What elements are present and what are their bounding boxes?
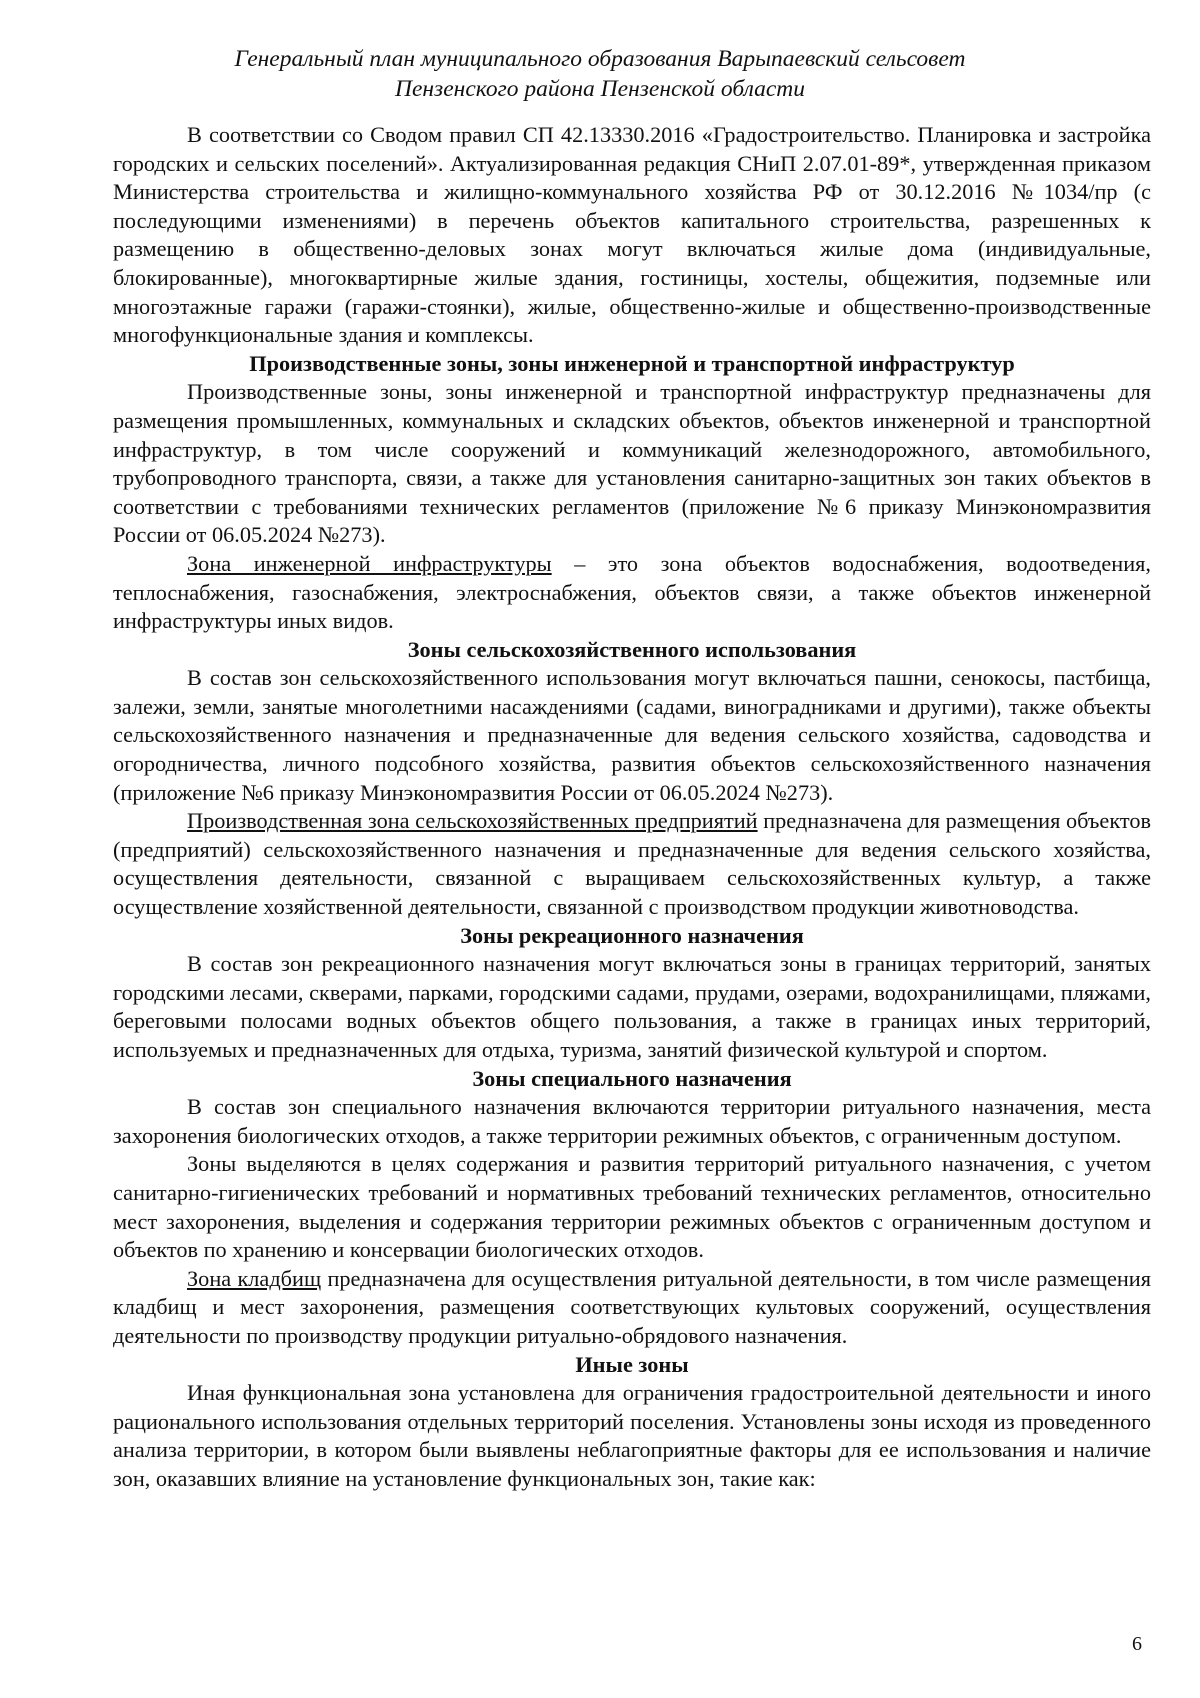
paragraph-industrial-1: Производственные зоны, зоны инженерной и транспортной инфраструктур предназначены для размещения промышленных, коммунальных и складских объектов, объектов инженерной и транспортной инфраструктур, в том числе сооружений и коммуникаций железнодорожного, автомобильного, трубопроводного транспорта, связи, а также для установления санитарно-защитных зон таких объектов в соответствии с требованиями технических регламентов (приложение №6 приказу Минэкономразвития России от 06.05.2024 №273). bbox=[113, 379, 1151, 548]
header-line-2: Пензенского района Пензенской области bbox=[395, 76, 805, 102]
paragraph-recreation-1: В состав зон рекреационного назначения могут включаться зоны в границах территорий, занятых городскими лесами, скверами, парками, городскими садами, прудами, озерами, водохранилищами, пляжами, береговыми полосами водных объектов общего пользования, а также в границах иных территорий, используемых и предназначенных для отдыха, туризма, занятий физической культурой и спортом. bbox=[113, 951, 1151, 1062]
paragraph-intro: В соответствии со Сводом правил СП 42.13330.2016 «Градостроительство. Планировка и застройка городских и сельских поселений». Актуализированная редакция СНиП 2.07.01-89*, утвержденная приказом Министерства строительства и жилищно-коммунального хозяйства РФ от 30.12.2016 №1034/пр (с последующими изменениями) в перечень объектов капитального строительства, разрешенных к размещению в общественно-деловых зонах могут включаться жилые дома (индивидуальные, блокированные), многоквартирные жилые здания, гостиницы, хостелы, общежития, подземные или многоэтажные гаражи (гаражи-стоянки), жилые, общественно-жилые и общественно-производственные многофункциональные здания и комплексы. bbox=[113, 122, 1151, 348]
page-header bbox=[0, 44, 1200, 104]
paragraph-special-3-text: предназначена для осуществления ритуальной деятельности, в том числе размещения кладбищ и мест захоронения, размещения соответствующих культовых сооружений, осуществления деятельности по производству продукции ритуально-обрядового назначения. bbox=[113, 1265, 1151, 1348]
document-body bbox=[113, 121, 1151, 1494]
paragraph-agricultural-1: В состав зон сельскохозяйственного использования могут включаться пашни, сенокосы, пастбища, залежи, земли, занятые многолетними насаждениями (садами, виноградниками и другими), также объекты сельскохозяйственного назначения и предназначенные для ведения сельского хозяйства, садоводства и огородничества, личного подсобного хозяйства, развития объектов сельскохозяйственного назначения (приложение №6 приказу Минэкономразвития России от 06.05.2024 №273). bbox=[113, 665, 1151, 805]
paragraph-special-3 bbox=[113, 1265, 1151, 1351]
heading-agricultural-zones: Зоны сельскохозяйственного использования bbox=[407, 636, 857, 662]
paragraph-industrial-2 bbox=[113, 550, 1151, 636]
term-agricultural-enterprises: Производственная зона сельскохозяйственных предприятий bbox=[187, 808, 758, 834]
heading-recreation-zones: Зоны рекреационного назначения bbox=[460, 922, 804, 948]
paragraph-agricultural-2-text: предназначена для размещения объектов (предприятий) сельскохозяйственного назначения и предназначенные для ведения сельского хозяйства, осуществления деятельности, связанной с выращиваем сельскохозяйственных культур, а также осуществление хозяйственной деятельности, связанной с производством продукции животноводства. bbox=[113, 808, 1151, 920]
paragraph-special-2: Зоны выделяются в целях содержания и развития территорий ритуального назначения, с учетом санитарно-гигиенических требований и нормативных требований технических регламентов, относительно мест захоронения, выделения и содержания территории режимных объектов с ограниченным доступом и объектов по хранению и консервации биологических отходов. bbox=[113, 1151, 1151, 1263]
heading-special-zones: Зоны специального назначения bbox=[472, 1065, 792, 1091]
page-number: 6 bbox=[1132, 1633, 1142, 1655]
term-engineering-infrastructure: Зона инженерной инфраструктуры bbox=[187, 550, 552, 576]
header-line-1: Генеральный план муниципального образования Варыпаевский сельсовет bbox=[234, 46, 966, 72]
heading-industrial-zones: Производственные зоны, зоны инженерной и транспортной инфраструктур bbox=[249, 350, 1015, 376]
term-cemetery-zone: Зона кладбищ bbox=[187, 1265, 322, 1291]
paragraph-industrial-2-text: – это зона объектов водоснабжения, водоотведения, теплоснабжения, газоснабжения, электроснабжения, объектов связи, а также объектов инженерной инфраструктуры иных видов. bbox=[113, 550, 1152, 634]
heading-other-zones: Иные зоны bbox=[575, 1351, 689, 1377]
paragraph-other-1: Иная функциональная зона установлена для ограничения градостроительной деятельности и иного рационального использования отдельных территорий поселения. Установлены зоны исходя из проведенного анализа территории, в котором были выявлены неблагоприятные факторы для ее использования и наличие зон, оказавших влияние на установление функциональных зон, такие как: bbox=[113, 1380, 1151, 1491]
paragraph-special-1: В состав зон специального назначения включаются территории ритуального назначения, места захоронения биологических отходов, а также территории режимных объектов, с ограниченным доступом. bbox=[113, 1094, 1151, 1148]
paragraph-agricultural-2 bbox=[113, 807, 1151, 921]
